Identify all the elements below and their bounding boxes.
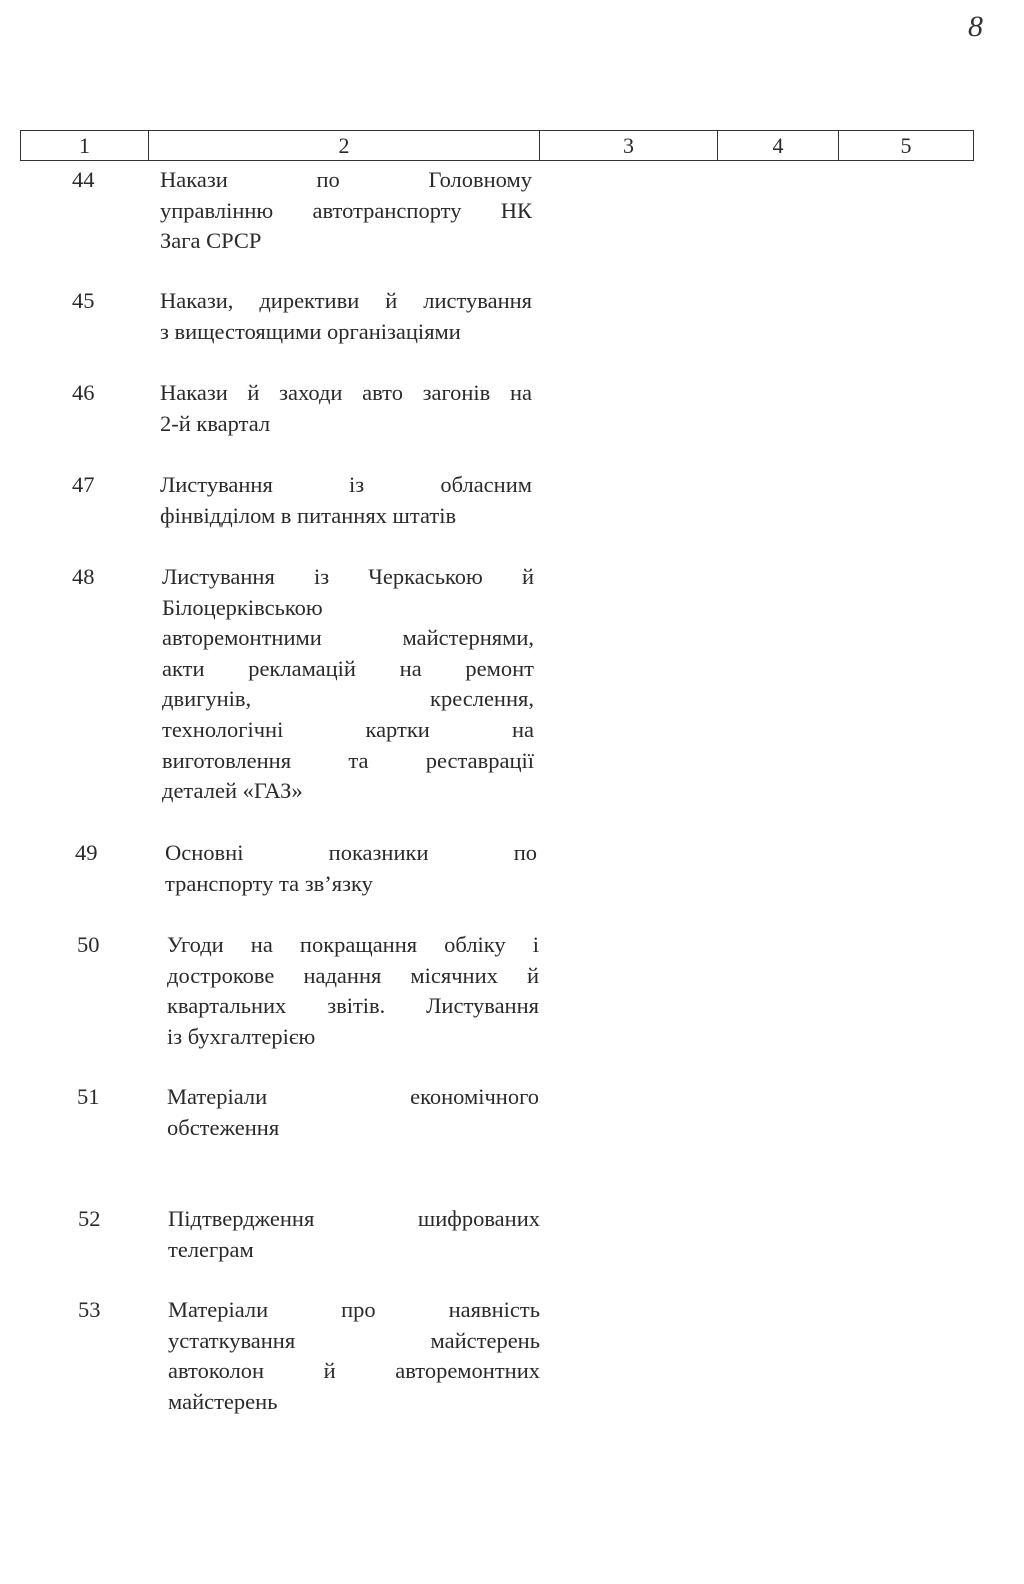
entry-title-line: 2-й квартал [160,410,271,436]
entry-title-line: Матеріали про наявність [168,1297,540,1322]
entry-title-line: Матеріали економічного [167,1084,539,1109]
entry-number: 47 [72,472,95,497]
entry-number: 51 [77,1084,100,1109]
header-col-4: 4 [718,131,839,161]
entry-title-line: управлінню автотранспорту НК [160,197,532,223]
entry-title [160,165,532,257]
entry-number: 44 [72,167,95,192]
entry-title-line: майстерень [168,1388,278,1414]
entry-title [160,286,532,347]
entry-title-line: Накази по Головному [160,167,532,192]
entry-number: 50 [77,932,100,957]
entry-title [168,1204,540,1265]
entry-title-line: акти рекламацій на ремонт [162,655,534,681]
entry-title-line: Листування із Черкаською й [162,564,534,589]
entry-title-line: деталей «ГАЗ» [162,778,303,804]
entry-title-line: Білоцерківською [162,594,323,620]
page-number: 8 [968,10,983,43]
entry-title-line: автоколон й авторемонтних [168,1358,540,1384]
header-col-3: 3 [540,131,718,161]
entry-title-line: транспорту та зв’язку [165,870,373,896]
entry-title-line: Угоди на покращання обліку і [167,932,539,957]
entry-title [168,1295,540,1417]
entry-title-line: з вищестоящими організаціями [160,318,461,344]
entry-title-line: виготовлення та реставрації [162,747,534,773]
entry-title-line: квартальних звітів. Листування [167,993,539,1019]
entry-title-line: устаткування майстерень [168,1327,540,1353]
header-col-2: 2 [149,131,540,161]
entry-title [162,562,534,807]
entry-title [160,470,532,531]
entry-title-line: Листування із обласним [160,472,532,497]
entry-title-line: авторемонтними майстернями, [162,625,534,651]
entry-title-line: Накази, директиви й листування [160,288,532,313]
entry-title-line: обстеження [167,1114,280,1140]
header-col-5: 5 [839,131,974,161]
entry-number: 46 [72,380,95,405]
entry-number: 53 [78,1297,101,1322]
entry-number: 45 [72,288,95,313]
entry-title-line: технологічні картки на [162,716,534,742]
entry-title-line: із бухгалтерією [167,1023,316,1049]
entry-title-line: дострокове надання місячних й [167,962,539,988]
entry-title-line: Основні показники по [165,840,537,865]
table-header [20,130,974,161]
entry-title-line: двигунів, креслення, [162,686,534,712]
entry-title [165,838,537,899]
entry-title-line: Зага СРСР [160,228,262,254]
entry-title [167,1082,539,1143]
entry-title [167,930,539,1052]
entry-title-line: телеграм [168,1236,254,1262]
entry-number: 49 [75,840,98,865]
entry-title-line: Накази й заходи авто загонів на [160,380,532,405]
header-col-1: 1 [21,131,149,161]
entry-number: 48 [72,564,95,589]
entry-title-line: фінвідділом в питаннях штатів [160,502,457,528]
entry-number: 52 [78,1206,101,1231]
entry-title-line: Підтвердження шифрованих [168,1206,540,1231]
entry-title [160,378,532,439]
